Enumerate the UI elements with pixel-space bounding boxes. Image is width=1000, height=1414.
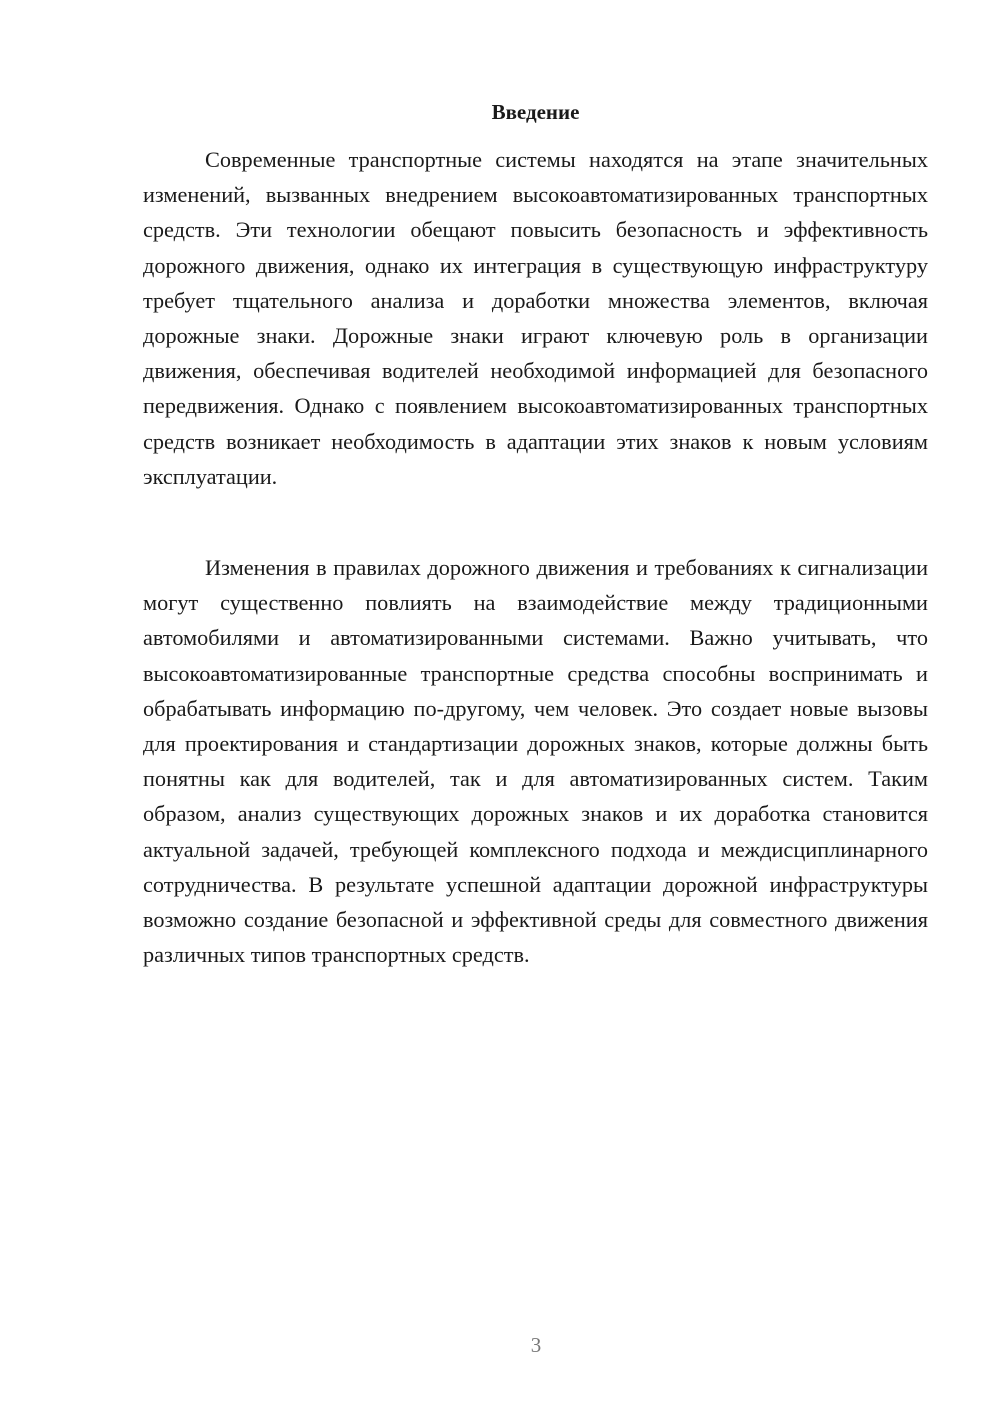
paragraph-intro: Современные транспортные системы находятся на этапе значительных изменений, вызванных внедрением высокоавтоматизированных транспортных средств. Эти технологии обещают повысить безопасность и эффективность дорожного движения, однако их интеграция в существующую инфраструктуру требует тщательного анализа и доработки множества элементов, включая дорожные знаки. Дорожные знаки играют ключевую роль в организации движения, обеспечивая водителей необходимой информацией для безопасного передвижения. Однако с появлением высокоавтоматизированных транспортных средств возникает необходимость в адаптации этих знаков к новым условиям эксплуатации. bbox=[143, 147, 928, 489]
page-number: 3 bbox=[530, 1333, 542, 1357]
section-heading: Введение bbox=[491, 100, 580, 124]
paragraph-changes: Изменения в правилах дорожного движения и требованиях к сигнализации могут существенно повлиять на взаимодействие между традиционными автомобилями и автоматизированными системами. Важно учитывать, что высокоавтоматизированные транспортные средства способны воспринимать и обрабатывать информацию по-другому, чем человек. Это создает новые вызовы для проектирования и стандартизации дорожных знаков, которые должны быть понятны как для водителей, так и для автоматизированных систем. Таким образом, анализ существующих дорожных знаков и их доработка становится актуальной задачей, требующей комплексного подхода и междисциплинарного сотрудничества. В результате успешной адаптации дорожной инфраструктуры возможно создание безопасной и эффективной среды для совместного движения различных типов транспортных средств. bbox=[143, 555, 928, 968]
